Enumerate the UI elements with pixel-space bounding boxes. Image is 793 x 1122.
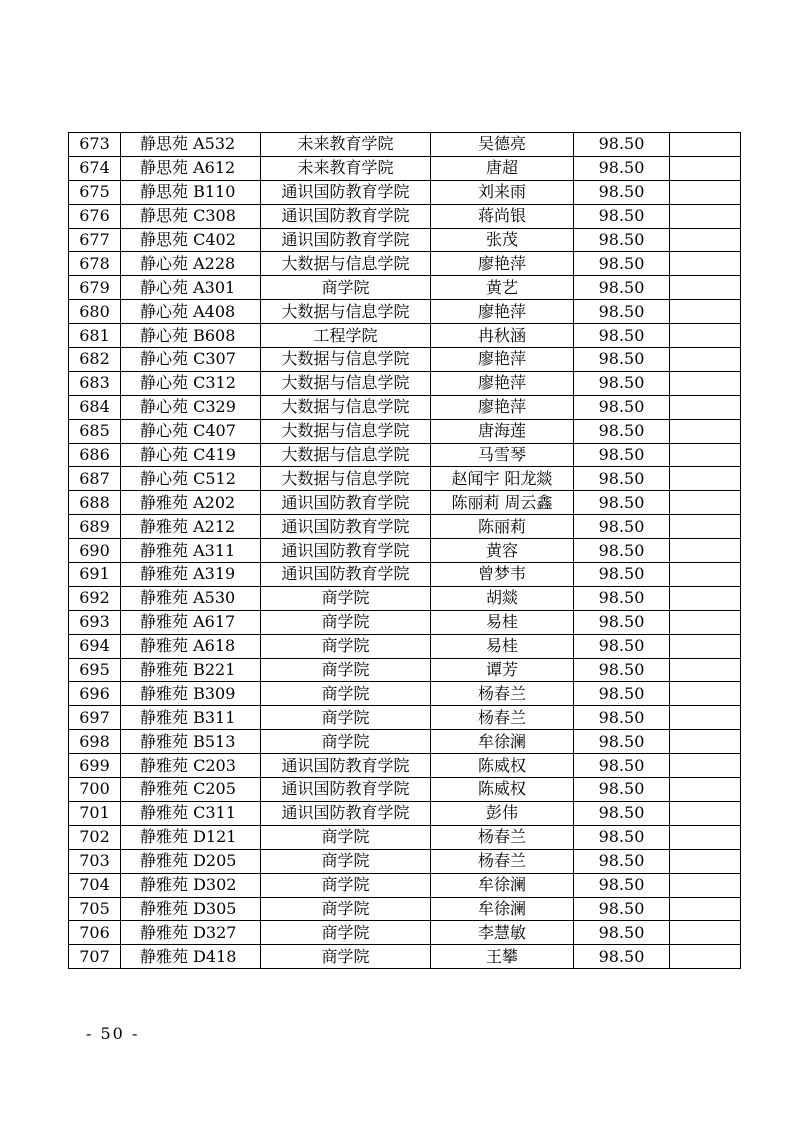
note-cell [670,371,741,395]
row-number: 704 [69,873,121,897]
college-cell: 商学院 [261,897,431,921]
score-cell: 98.50 [574,348,670,372]
room-cell: 静心苑 C512 [121,467,261,491]
room-cell: 静雅苑 A530 [121,586,261,610]
instructor-name-cell: 牟徐澜 [431,897,574,921]
note-cell [670,419,741,443]
dorm-score-table [68,132,741,969]
note-cell [670,276,741,300]
table-row [69,586,741,610]
college-cell: 通识国防教育学院 [261,180,431,204]
room-cell: 静心苑 C307 [121,348,261,372]
instructor-name-cell: 廖艳萍 [431,348,574,372]
note-cell [670,921,741,945]
college-cell: 大数据与信息学院 [261,300,431,324]
room-cell: 静雅苑 C203 [121,754,261,778]
college-cell: 通识国防教育学院 [261,228,431,252]
note-cell [670,634,741,658]
table-row [69,300,741,324]
instructor-name-cell: 曾梦韦 [431,563,574,587]
table-row [69,610,741,634]
room-cell: 静心苑 A301 [121,276,261,300]
score-cell: 98.50 [574,586,670,610]
instructor-name-cell: 黄艺 [431,276,574,300]
row-number: 694 [69,634,121,658]
room-cell: 静雅苑 D302 [121,873,261,897]
score-cell: 98.50 [574,300,670,324]
table-row [69,252,741,276]
table-row [69,443,741,467]
room-cell: 静雅苑 B221 [121,658,261,682]
note-cell [670,730,741,754]
score-cell: 98.50 [574,658,670,682]
row-number: 678 [69,252,121,276]
table-body [69,133,741,969]
room-cell: 静思苑 A532 [121,133,261,157]
room-cell: 静雅苑 D205 [121,849,261,873]
room-cell: 静雅苑 C311 [121,801,261,825]
college-cell: 商学院 [261,658,431,682]
score-cell: 98.50 [574,897,670,921]
score-cell: 98.50 [574,706,670,730]
note-cell [670,706,741,730]
note-cell [670,204,741,228]
instructor-name-cell: 王攀 [431,945,574,969]
college-cell: 商学院 [261,873,431,897]
instructor-name-cell: 谭芳 [431,658,574,682]
table-row [69,682,741,706]
row-number: 701 [69,801,121,825]
table-row [69,945,741,969]
score-cell: 98.50 [574,395,670,419]
table-row [69,324,741,348]
instructor-name-cell: 吴德亮 [431,133,574,157]
college-cell: 商学院 [261,945,431,969]
room-cell: 静心苑 C419 [121,443,261,467]
row-number: 693 [69,610,121,634]
college-cell: 商学院 [261,921,431,945]
table-row [69,706,741,730]
row-number: 688 [69,491,121,515]
college-cell: 商学院 [261,825,431,849]
instructor-name-cell: 廖艳萍 [431,395,574,419]
room-cell: 静雅苑 A618 [121,634,261,658]
table-row [69,778,741,802]
note-cell [670,180,741,204]
table-row [69,754,741,778]
instructor-name-cell: 杨春兰 [431,706,574,730]
row-number: 698 [69,730,121,754]
table-row [69,180,741,204]
table-row [69,539,741,563]
instructor-name-cell: 牟徐澜 [431,873,574,897]
room-cell: 静心苑 C329 [121,395,261,419]
college-cell: 商学院 [261,849,431,873]
row-number: 699 [69,754,121,778]
college-cell: 大数据与信息学院 [261,395,431,419]
instructor-name-cell: 黄容 [431,539,574,563]
note-cell [670,873,741,897]
note-cell [670,467,741,491]
note-cell [670,443,741,467]
note-cell [670,610,741,634]
room-cell: 静雅苑 D327 [121,921,261,945]
instructor-name-cell: 杨春兰 [431,682,574,706]
instructor-name-cell: 张茂 [431,228,574,252]
room-cell: 静雅苑 D121 [121,825,261,849]
note-cell [670,133,741,157]
college-cell: 商学院 [261,706,431,730]
row-number: 682 [69,348,121,372]
room-cell: 静雅苑 A311 [121,539,261,563]
score-cell: 98.50 [574,563,670,587]
note-cell [670,395,741,419]
score-cell: 98.50 [574,921,670,945]
instructor-name-cell: 彭伟 [431,801,574,825]
table-row [69,371,741,395]
score-cell: 98.50 [574,324,670,348]
note-cell [670,491,741,515]
table-row [69,156,741,180]
college-cell: 通识国防教育学院 [261,778,431,802]
row-number: 685 [69,419,121,443]
score-cell: 98.50 [574,515,670,539]
score-cell: 98.50 [574,754,670,778]
table-row [69,897,741,921]
note-cell [670,539,741,563]
score-cell: 98.50 [574,156,670,180]
instructor-name-cell: 陈威权 [431,778,574,802]
college-cell: 大数据与信息学院 [261,371,431,395]
score-cell: 98.50 [574,825,670,849]
note-cell [670,825,741,849]
table-row [69,419,741,443]
row-number: 692 [69,586,121,610]
note-cell [670,778,741,802]
college-cell: 大数据与信息学院 [261,252,431,276]
college-cell: 商学院 [261,730,431,754]
row-number: 706 [69,921,121,945]
college-cell: 大数据与信息学院 [261,443,431,467]
college-cell: 通识国防教育学院 [261,515,431,539]
row-number: 689 [69,515,121,539]
table-row [69,563,741,587]
score-cell: 98.50 [574,873,670,897]
room-cell: 静雅苑 A617 [121,610,261,634]
row-number: 695 [69,658,121,682]
room-cell: 静心苑 B608 [121,324,261,348]
score-cell: 98.50 [574,945,670,969]
row-number: 686 [69,443,121,467]
score-cell: 98.50 [574,204,670,228]
note-cell [670,156,741,180]
row-number: 675 [69,180,121,204]
row-number: 687 [69,467,121,491]
instructor-name-cell: 廖艳萍 [431,252,574,276]
room-cell: 静心苑 A228 [121,252,261,276]
score-cell: 98.50 [574,634,670,658]
score-cell: 98.50 [574,730,670,754]
room-cell: 静雅苑 D418 [121,945,261,969]
room-cell: 静雅苑 B309 [121,682,261,706]
college-cell: 大数据与信息学院 [261,467,431,491]
instructor-name-cell: 赵闻宇 阳龙燚 [431,467,574,491]
instructor-name-cell: 李慧敏 [431,921,574,945]
instructor-name-cell: 冉秋涵 [431,324,574,348]
college-cell: 商学院 [261,586,431,610]
college-cell: 商学院 [261,634,431,658]
table-row [69,825,741,849]
note-cell [670,324,741,348]
college-cell: 通识国防教育学院 [261,801,431,825]
room-cell: 静心苑 C312 [121,371,261,395]
table-row [69,873,741,897]
college-cell: 大数据与信息学院 [261,419,431,443]
instructor-name-cell: 易桂 [431,634,574,658]
college-cell: 未来教育学院 [261,156,431,180]
table-row [69,204,741,228]
note-cell [670,658,741,682]
row-number: 673 [69,133,121,157]
score-cell: 98.50 [574,849,670,873]
table-row [69,276,741,300]
college-cell: 大数据与信息学院 [261,348,431,372]
note-cell [670,945,741,969]
college-cell: 通识国防教育学院 [261,204,431,228]
score-cell: 98.50 [574,443,670,467]
room-cell: 静雅苑 D305 [121,897,261,921]
note-cell [670,586,741,610]
table-row [69,921,741,945]
score-cell: 98.50 [574,371,670,395]
note-cell [670,682,741,706]
note-cell [670,228,741,252]
room-cell: 静思苑 C308 [121,204,261,228]
row-number: 674 [69,156,121,180]
table-row [69,801,741,825]
instructor-name-cell: 唐超 [431,156,574,180]
room-cell: 静雅苑 A202 [121,491,261,515]
row-number: 697 [69,706,121,730]
instructor-name-cell: 陈丽莉 [431,515,574,539]
instructor-name-cell: 马雪琴 [431,443,574,467]
row-number: 681 [69,324,121,348]
table-row [69,491,741,515]
score-cell: 98.50 [574,539,670,563]
score-cell: 98.50 [574,133,670,157]
instructor-name-cell: 胡燚 [431,586,574,610]
row-number: 696 [69,682,121,706]
score-cell: 98.50 [574,419,670,443]
table-row [69,515,741,539]
row-number: 679 [69,276,121,300]
note-cell [670,849,741,873]
instructor-name-cell: 易桂 [431,610,574,634]
score-cell: 98.50 [574,491,670,515]
note-cell [670,563,741,587]
row-number: 707 [69,945,121,969]
score-cell: 98.50 [574,180,670,204]
note-cell [670,801,741,825]
score-cell: 98.50 [574,228,670,252]
instructor-name-cell: 杨春兰 [431,825,574,849]
row-number: 684 [69,395,121,419]
college-cell: 通识国防教育学院 [261,754,431,778]
score-cell: 98.50 [574,276,670,300]
row-number: 677 [69,228,121,252]
college-cell: 通识国防教育学院 [261,539,431,563]
table-row [69,395,741,419]
score-cell: 98.50 [574,801,670,825]
instructor-name-cell: 刘来雨 [431,180,574,204]
score-cell: 98.50 [574,467,670,491]
table-row [69,348,741,372]
table-row [69,658,741,682]
row-number: 683 [69,371,121,395]
note-cell [670,515,741,539]
instructor-name-cell: 陈丽莉 周云鑫 [431,491,574,515]
table-row [69,228,741,252]
note-cell [670,897,741,921]
college-cell: 未来教育学院 [261,133,431,157]
table-row [69,133,741,157]
college-cell: 商学院 [261,682,431,706]
instructor-name-cell: 唐海莲 [431,419,574,443]
note-cell [670,348,741,372]
room-cell: 静思苑 B110 [121,180,261,204]
room-cell: 静雅苑 B311 [121,706,261,730]
row-number: 703 [69,849,121,873]
instructor-name-cell: 廖艳萍 [431,300,574,324]
instructor-name-cell: 牟徐澜 [431,730,574,754]
room-cell: 静思苑 A612 [121,156,261,180]
table-row [69,467,741,491]
room-cell: 静雅苑 B513 [121,730,261,754]
college-cell: 通识国防教育学院 [261,491,431,515]
room-cell: 静雅苑 C205 [121,778,261,802]
score-cell: 98.50 [574,778,670,802]
row-number: 691 [69,563,121,587]
instructor-name-cell: 杨春兰 [431,849,574,873]
instructor-name-cell: 蒋尚银 [431,204,574,228]
college-cell: 商学院 [261,276,431,300]
page-number: - 50 - [86,1024,140,1043]
room-cell: 静思苑 C402 [121,228,261,252]
college-cell: 通识国防教育学院 [261,563,431,587]
row-number: 705 [69,897,121,921]
row-number: 700 [69,778,121,802]
table-row [69,849,741,873]
row-number: 676 [69,204,121,228]
row-number: 702 [69,825,121,849]
room-cell: 静雅苑 A212 [121,515,261,539]
score-cell: 98.50 [574,682,670,706]
note-cell [670,300,741,324]
college-cell: 商学院 [261,610,431,634]
note-cell [670,754,741,778]
row-number: 690 [69,539,121,563]
table-row [69,730,741,754]
note-cell [670,252,741,276]
instructor-name-cell: 陈威权 [431,754,574,778]
college-cell: 工程学院 [261,324,431,348]
room-cell: 静心苑 A408 [121,300,261,324]
row-number: 680 [69,300,121,324]
table-row [69,634,741,658]
room-cell: 静心苑 C407 [121,419,261,443]
score-cell: 98.50 [574,610,670,634]
score-cell: 98.50 [574,252,670,276]
room-cell: 静雅苑 A319 [121,563,261,587]
instructor-name-cell: 廖艳萍 [431,371,574,395]
